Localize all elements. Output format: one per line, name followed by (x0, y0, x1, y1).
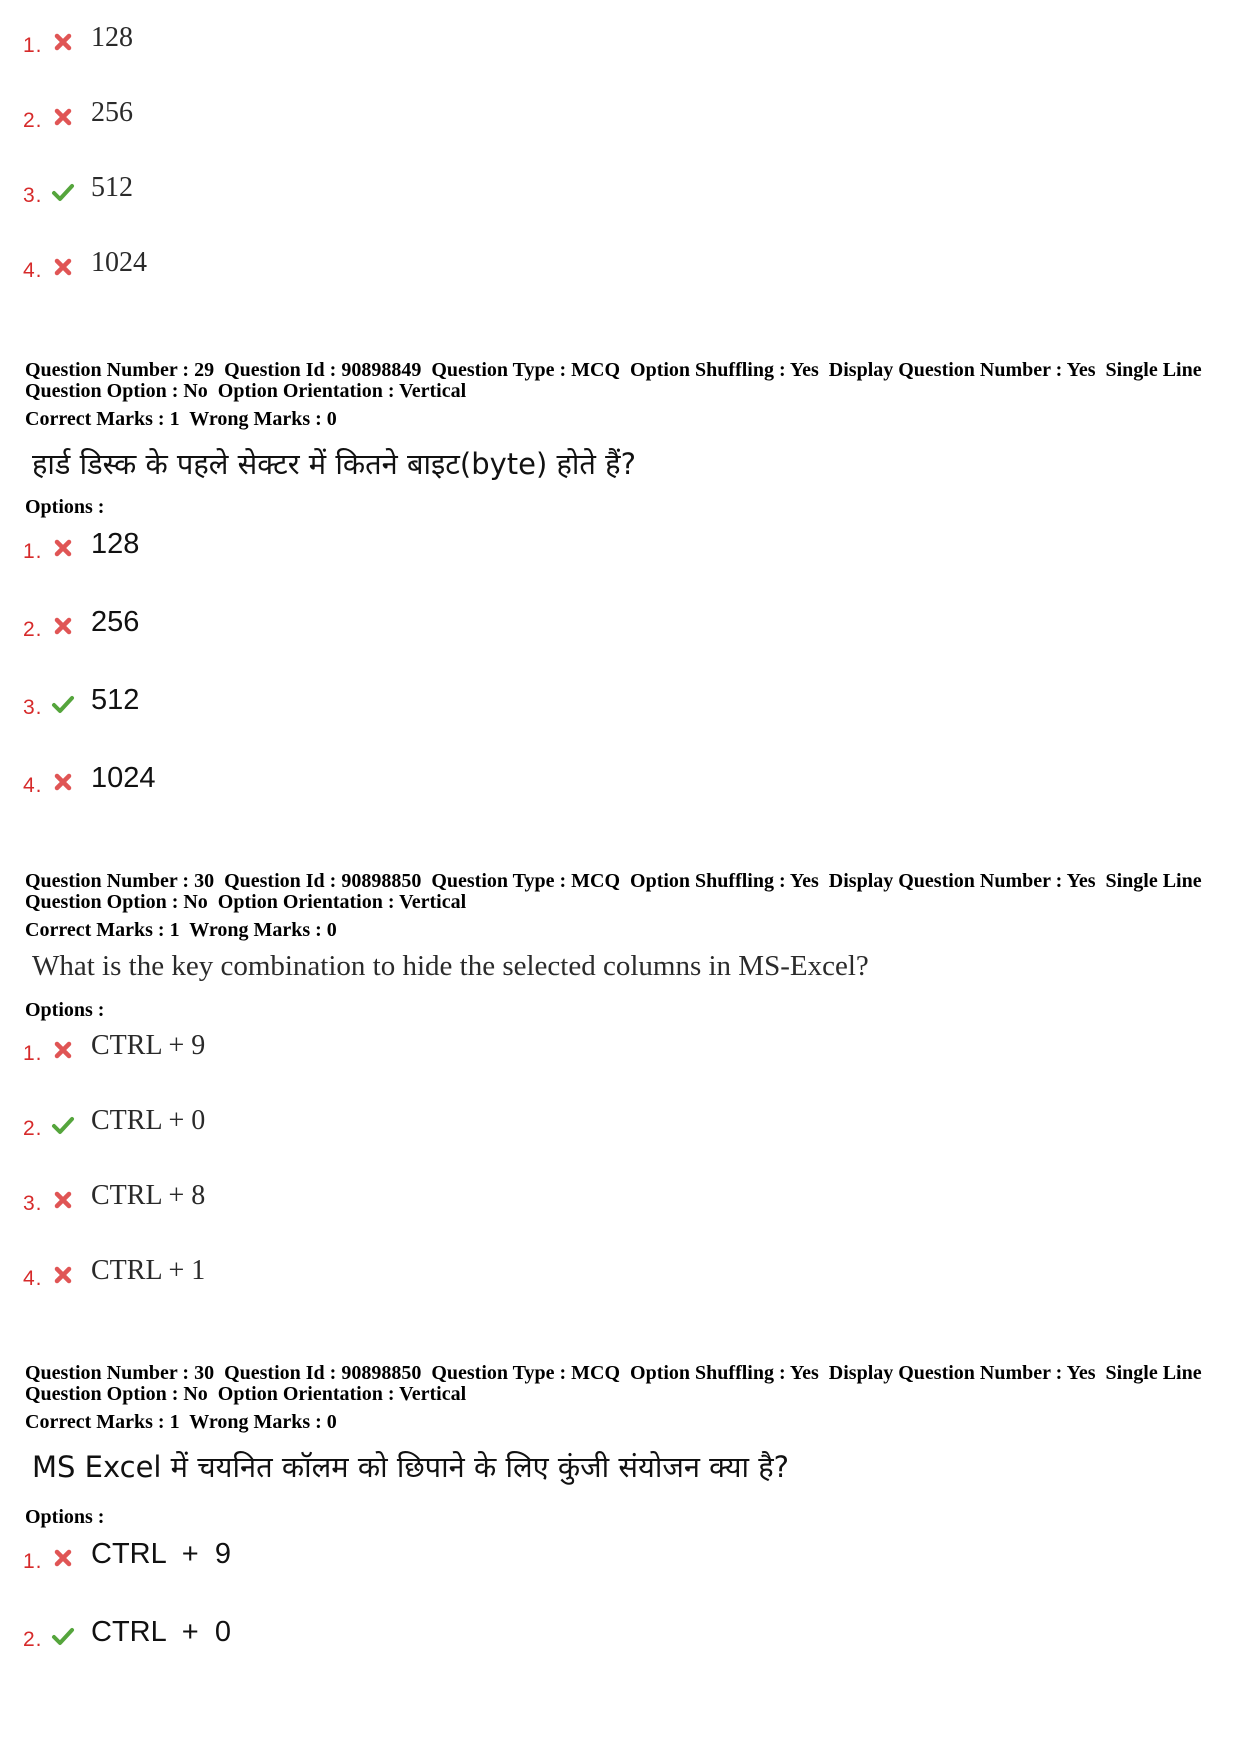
option-text: 256 (91, 97, 133, 128)
cross-icon (51, 770, 75, 794)
cross-icon (51, 105, 75, 129)
marks-line: Correct Marks : 1 Wrong Marks : 0 (25, 1411, 337, 1433)
question-text: हार्ड डिस्क के पहले सेक्टर में कितने बाइट(byte) होते हैं? (32, 447, 636, 481)
option-text: CTRL + 0 (91, 1616, 231, 1648)
option-number: 3. (23, 184, 43, 207)
check-icon (51, 692, 75, 716)
option-number: 2. (23, 109, 43, 132)
option-text: 128 (91, 528, 140, 560)
options-label: Options : (25, 999, 105, 1021)
cross-icon (51, 1038, 75, 1062)
options-label: Options : (25, 1506, 105, 1528)
option-number: 1. (23, 34, 43, 57)
option-text: 512 (91, 684, 140, 716)
question-meta: Question Number : 30 Question Id : 90898850 Question Type : MCQ Option Shuffling : Yes Display Question Number : Yes Single Line Question Option : No Option Orientation : Vertical (25, 1362, 1207, 1405)
check-icon (51, 180, 75, 204)
question-meta: Question Number : 30 Question Id : 90898850 Question Type : MCQ Option Shuffling : Yes Display Question Number : Yes Single Line Question Option : No Option Orientation : Vertical (25, 870, 1207, 913)
check-icon (51, 1113, 75, 1137)
cross-icon (51, 255, 75, 279)
cross-icon (51, 614, 75, 638)
check-icon (51, 1624, 75, 1648)
option-number: 2. (23, 618, 43, 641)
option-text: CTRL + 0 (91, 1105, 206, 1136)
option-text: CTRL + 1 (91, 1255, 206, 1286)
cross-icon (51, 1546, 75, 1570)
option-text: 128 (91, 22, 133, 53)
option-text: 512 (91, 172, 133, 203)
option-text: 256 (91, 606, 140, 638)
cross-icon (51, 536, 75, 560)
option-number: 3. (23, 696, 43, 719)
cross-icon (51, 1188, 75, 1212)
marks-line: Correct Marks : 1 Wrong Marks : 0 (25, 408, 337, 430)
option-text: CTRL + 9 (91, 1538, 231, 1570)
option-number: 1. (23, 540, 43, 563)
option-number: 1. (23, 1550, 43, 1573)
option-text: CTRL + 8 (91, 1180, 206, 1211)
option-number: 4. (23, 259, 43, 282)
question-text: MS Excel में चयनित कॉलम को छिपाने के लिए कुंजी संयोजन क्या है? (32, 1450, 790, 1484)
option-number: 2. (23, 1628, 43, 1651)
options-label: Options : (25, 496, 105, 518)
option-number: 4. (23, 1267, 43, 1290)
cross-icon (51, 1263, 75, 1287)
option-text: CTRL + 9 (91, 1030, 206, 1061)
option-number: 3. (23, 1192, 43, 1215)
option-number: 1. (23, 1042, 43, 1065)
question-meta: Question Number : 29 Question Id : 90898849 Question Type : MCQ Option Shuffling : Yes Display Question Number : Yes Single Line Question Option : No Option Orientation : Vertical (25, 359, 1207, 402)
option-text: 1024 (91, 247, 147, 278)
question-text: What is the key combination to hide the selected columns in MS-Excel? (32, 950, 869, 982)
option-text: 1024 (91, 762, 156, 794)
marks-line: Correct Marks : 1 Wrong Marks : 0 (25, 919, 337, 941)
cross-icon (51, 30, 75, 54)
option-number: 2. (23, 1117, 43, 1140)
option-number: 4. (23, 774, 43, 797)
